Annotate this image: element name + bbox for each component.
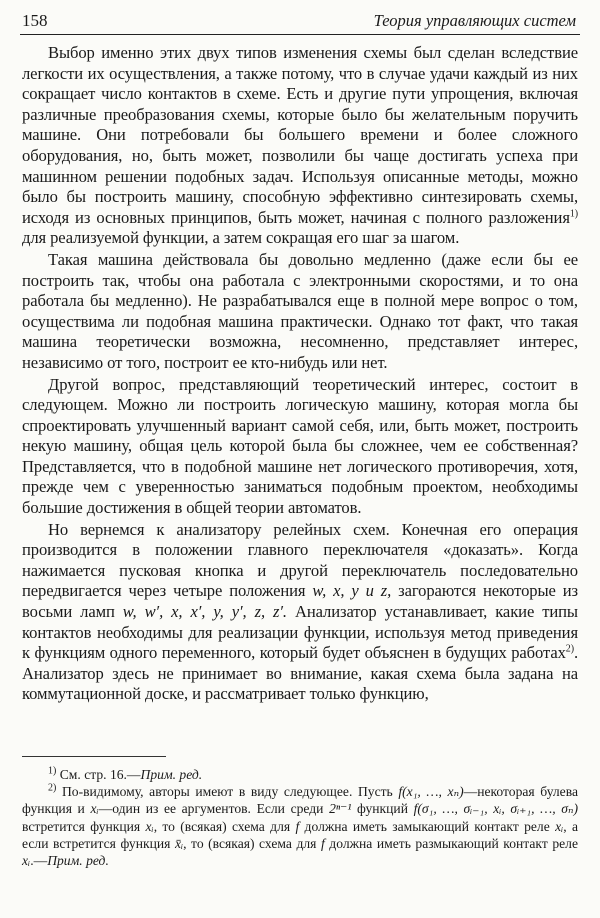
footnote-2: $^{2)}$ По-видимому, авторы имеют в виду следующее. Пусть f(x₁, …, xₙ)—некоторая булева функция и xᵢ—один из ее аргументов. Если среди 2ⁿ⁻¹ функций f(σ₁, …, σᵢ₋₁, xᵢ, σᵢ₊₁, …, σₙ) встретится функция xᵢ, то (всякая) схема для f должна иметь замыкающий контакт реле xᵢ, а если встретится функция x̄ᵢ, то (всякая) схема для f должна иметь размыкающий контакт реле xᵢ.—Прим. ред. <box>22 782 578 869</box>
switch-positions: w, x, y и z, <box>312 581 392 601</box>
footnote-ref-1: 1) <box>569 208 578 220</box>
editor-note: Прим. ред. <box>140 767 203 782</box>
main-text <box>22 43 578 706</box>
running-title: Теория управляющих систем <box>373 11 576 30</box>
editor-note: Прим. ред. <box>47 853 109 869</box>
footnote-ref-2: 2) <box>565 643 574 655</box>
paragraph-4: Но вернемся к анализатору релейных схем. Конечная его операция производится в положении главного переключателя «доказать». Когда нажимается пусковая кнопка и другой переключатель последовательно передвигается через четыре положения w, x, y и z, загораются некоторые из восьми ламп w, w′, x, x′, y, y′, z, z′. Анализатор устанавливает, какие типы контактов необходимы для реализации функции, используя метод приведения к функциям одного переменного, который будет объяснен в будущих работах$^{2)}$. Анализатор здесь не принимает во внимание, какая схема была задана на коммутационной доске, и рассматривает только функцию, <box>22 519 578 704</box>
paragraph-3: Другой вопрос, представляющий теоретический интерес, состоит в следующем. Можно ли построить логическую машину, которая могла бы спроектировать улучшенный вариант самой себя, или, быть может, построить некую машину, общая цель которой была бы сложнее, чем ее собственная? Представляется, что в подобной машине нет логического противоречия, хотя, прежде чем с уверенностью заниматься подобным проектом, необходимы большие достижения в общей теории автоматов. <box>22 374 578 518</box>
footnote-1: $^{1)}$ См. стр. 16.—Прим. ред. <box>48 765 203 782</box>
footnotes <box>22 766 578 869</box>
page-number: 158 <box>22 11 48 30</box>
lamp-names: w, w′, x, x′, y, y′, z, z′. <box>122 602 287 622</box>
paragraph-1: Выбор именно этих двух типов изменения схемы был сделан вследствие легкости их осуществления, а также потому, что в случае удачи каждый из них сокращает число контактов в схеме. Есть и другие пути упрощения, включая различные преобразования схемы, которые было бы желательным поручить машине. Они потребовали бы большего времени и более сложного оборудования, но, быть может, позволили бы чаще достигать успеха при машинном решении подобных задач. Используя описанные методы, можно было бы построить машину, способную эффективно синтезировать схемы, исходя из основных принципов, быть может, начиная с полного разложения$^{1)}$ для реализуемой функции, а затем сокращая его шаг за шагом. <box>22 43 578 248</box>
running-header <box>20 8 580 35</box>
paragraph-2: Такая машина действовала бы довольно медленно (даже если бы ее построить так, чтобы она работала с электронными скоростями, и то она работала бы медленно). Не разрабатывался еще в полной мере вопрос о том, осуществима ли подобная машина практически. Однако тот факт, что такая машина теоретически возможна, несомненно, представляет интерес, независимо от того, построит ее кто-нибудь или нет. <box>22 249 578 372</box>
footnote-separator <box>22 756 166 757</box>
